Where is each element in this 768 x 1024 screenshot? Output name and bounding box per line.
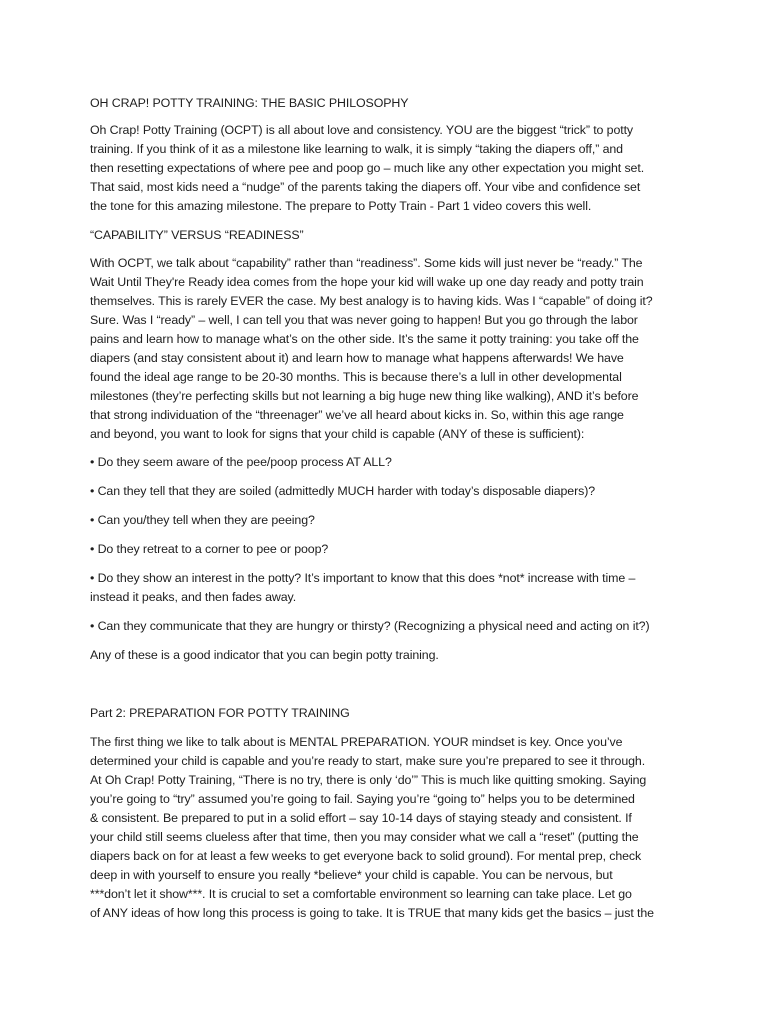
bullet-peeing: • Can you/they tell when they are peeing?: [90, 513, 315, 527]
paragraph-good-indicator: Any of these is a good indicator that you can begin potty training.: [90, 648, 439, 662]
paragraph-mental-preparation: The first thing we like to talk about is MENTAL PREPARATION. YOUR mindset is key. Once you’ve determined your child is capable and you’re ready to start, make sure you’re prepared to see it through. At Oh Crap! Potty Training, “There is no try, there is only ‘do’” This is much like quitting smoking. Saying you’re going to “try” assumed you’re going to fail. Saying you’re “going to” helps you to be determined & consistent. Be prepared to put in a solid effort – say 10-14 days of staying steady and consistent. If your child still seems clueless after that time, then you may consider what we call a “reset” (putting the diapers back on for at least a few weeks to get everyone back to solid ground). For mental prep, check deep in with yourself to ensure you really *believe* your child is capable. You can be nervous, but ***don’t let it show***. It is crucial to set a comfortable environment so learning can take place. Let go of ANY ideas of how long this process is going to take. It is TRUE that many kids get the basics – just the: [90, 735, 654, 920]
bullet-soiled: • Can they tell that they are soiled (admittedly MUCH harder with today’s disposable diapers)?: [90, 484, 596, 498]
bullet-communicate-needs: • Can they communicate that they are hungry or thirsty? (Recognizing a physical need and acting on it?): [90, 619, 650, 633]
bullet-retreat-corner: • Do they retreat to a corner to pee or poop?: [90, 542, 329, 556]
paragraph-intro: Oh Crap! Potty Training (OCPT) is all about love and consistency. YOU are the biggest “trick” to potty training. If you think of it as a milestone like learning to walk, it is simply “taking the diapers off,” and then resetting expectations of where pee and poop go – much like any other expectation you might set. That said, most kids need a “nudge” of the parents taking the diapers off. Your vibe and confidence set the tone for this amazing milestone. The prepare to Potty Train - Part 1 video covers this well.: [90, 123, 645, 213]
heading-capability-vs-readiness: “CAPABILITY” VERSUS “READINESS”: [90, 228, 304, 242]
heading-part2-preparation: Part 2: PREPARATION FOR POTTY TRAINING: [90, 706, 350, 720]
heading-basic-philosophy: OH CRAP! POTTY TRAINING: THE BASIC PHILOSOPHY: [90, 96, 409, 110]
bullet-interest-potty: • Do they show an interest in the potty? It’s important to know that this does *not* increase with time – instead it peaks, and then fades away.: [90, 571, 636, 604]
bullet-aware-process: • Do they seem aware of the pee/poop process AT ALL?: [90, 455, 392, 469]
paragraph-capability: With OCPT, we talk about “capability” rather than “readiness”. Some kids will just never be “ready.” The Wait Until They're Ready idea comes from the hope your kid will wake up one day ready and potty train themselves. This is rarely EVER the case. My best analogy is to having kids. Was I “capable” of doing it? Sure. Was I “ready” – well, I can tell you that was never going to happen! But you go through the labor pains and learn how to manage what’s on the other side. It’s the same it potty training: you take off the diapers (and stay consistent about it) and learn how to manage what happens afterwards! We have found the ideal age range to be 20-30 months. This is because there’s a lull in other developmental milestones (they’re perfecting skills but not learning a big huge new thing like walking), AND it’s before that strong individuation of the “threenager” we’ve all heard about kicks in. So, within this age range and beyond, you want to look for signs that your child is capable (ANY of these is sufficient):: [90, 256, 653, 441]
